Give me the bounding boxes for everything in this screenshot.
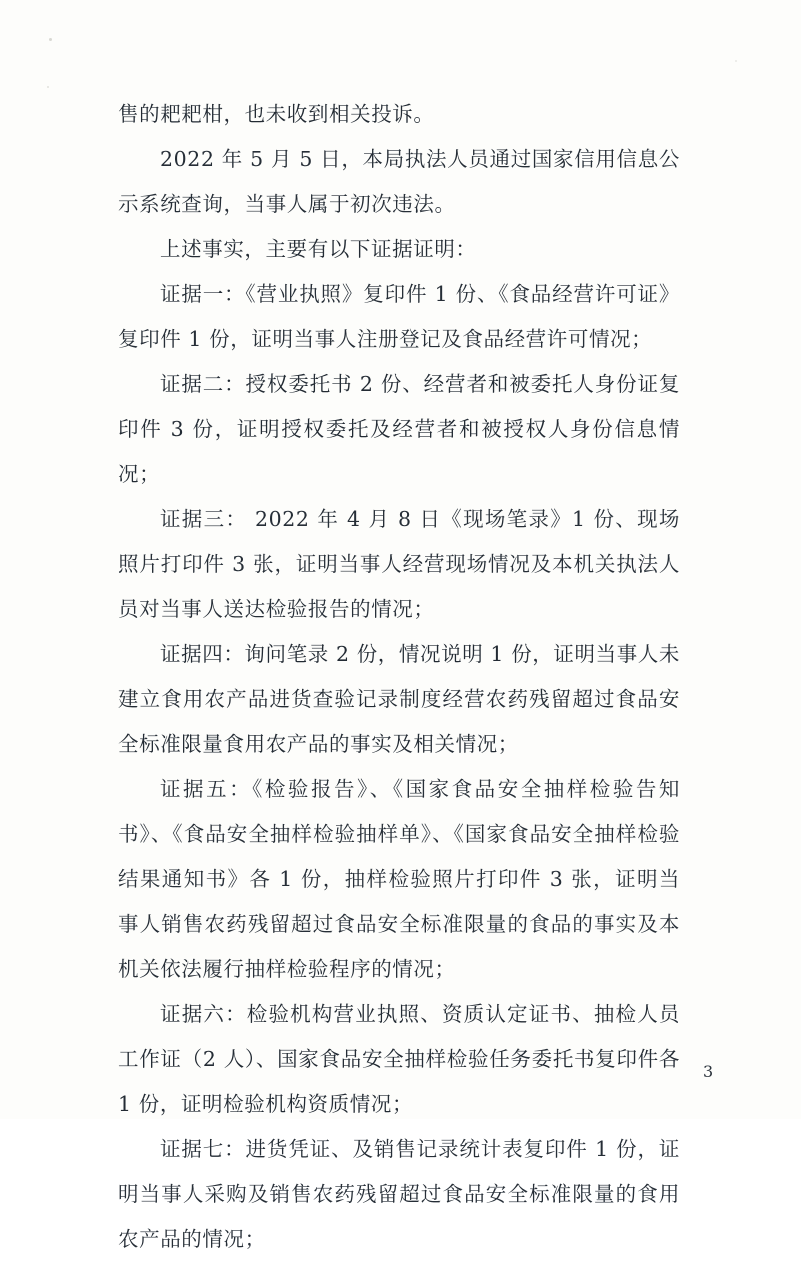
paragraph-evidence-4: 证据四：询问笔录 2 份，情况说明 1 份，证明当事人未建立食用农产品进货查验记录制度经营农药残留超过食品安全标准限量食用农产品的事实及相关情况； [118, 642, 680, 756]
paragraph: 上述事实，主要有以下证据证明： [160, 237, 477, 261]
paragraph-evidence-3: 证据三： 2022 年 4 月 8 日《现场笔录》1 份、现场照片打印件 3 张，证明当事人经营现场情况及本机关执法人员对当事人送达检验报告的情况； [118, 507, 680, 621]
paragraph-evidence-1: 证据一：《营业执照》复印件 1 份、《食品经营许可证》复印件 1 份，证明当事人注册登记及食品经营许可情况； [118, 282, 680, 351]
paragraph-evidence-6: 证据六：检验机构营业执照、资质认定证书、抽检人员工作证（2 人）、国家食品安全抽样检验任务委托书复印件各 1 份，证明检验机构资质情况； [118, 1002, 680, 1116]
paragraph: 2022 年 5 月 5 日，本局执法人员通过国家信用信息公示系统查询，当事人属于初次违法。 [118, 147, 680, 216]
paragraph-evidence-5: 证据五：《检验报告》、《国家食品安全抽样检验告知书》、《食品安全抽样检验抽样单》、《国家食品安全抽样检验结果通知书》各 1 份，抽样检验照片打印件 3 张，证明当事人销售农药残留超过食品安全标准限量的食品的事实及本机关依法履行抽样检验程序的情况； [118, 777, 680, 981]
scan-speckle [735, 60, 737, 62]
paragraph-evidence-2: 证据二：授权委托书 2 份、经营者和被委托人身份证复印件 3 份，证明授权委托及经营者和被授权人身份信息情况； [118, 372, 680, 486]
paragraph: 售的耙耙柑，也未收到相关投诉。 [118, 102, 435, 126]
scan-speckle [49, 38, 52, 41]
scan-speckle [47, 86, 49, 88]
page-number: 3 [703, 1062, 714, 1081]
paragraph-evidence-7: 证据七：进货凭证、及销售记录统计表复印件 1 份，证明当事人采购及销售农药残留超过食品安全标准限量的食用农产品的情况； [118, 1137, 680, 1251]
document-body [118, 92, 680, 1262]
